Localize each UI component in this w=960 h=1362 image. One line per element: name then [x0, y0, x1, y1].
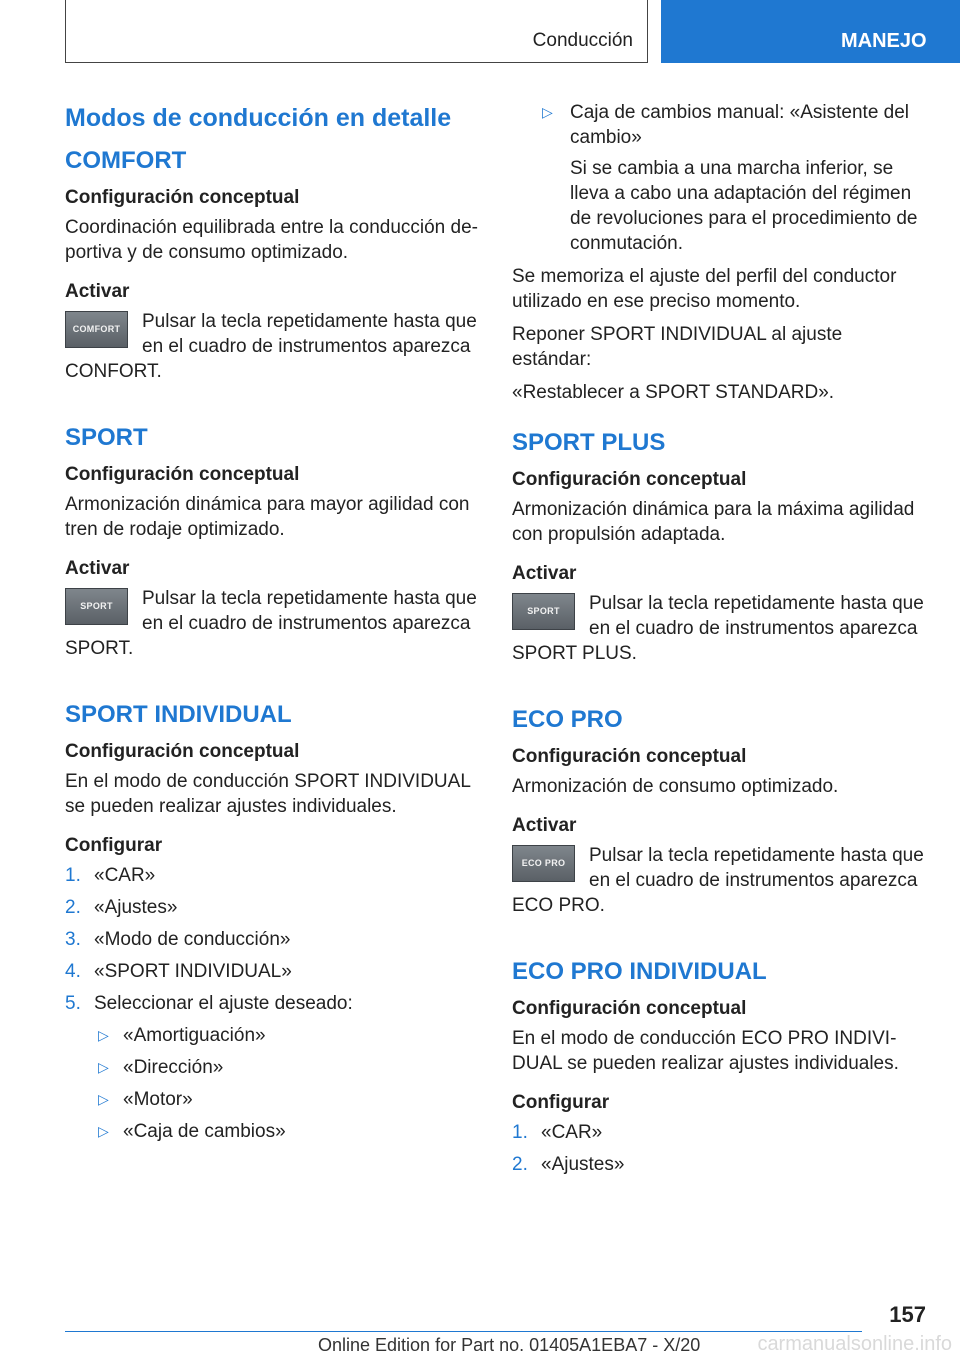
sport-individual-heading: SPORT INDIVIDUAL — [65, 701, 292, 728]
comfort-button-icon: COMFORT — [65, 311, 128, 348]
footer-edition: Online Edition for Part no. 01405A1EBA7 - X/20 — [318, 1335, 701, 1355]
eco-pro-individual-steps — [512, 1120, 926, 1177]
triangle-bullet-icon: ▷ — [98, 1059, 109, 1075]
eco-pro-individual-concept-text: En el modo de conducción ECO PRO INDIVIDUAL se pueden realizar ajustes individuales. — [512, 1028, 899, 1074]
eco-pro-activate-heading: Activar — [512, 815, 577, 836]
page-number: 157 — [889, 1302, 926, 1327]
eco-pro-button-icon: ECO PRO — [512, 845, 575, 882]
eco-pro-activate-block — [512, 843, 926, 918]
sport-plus-concept-heading: Configuración conceptual — [512, 469, 747, 490]
sport-plus-heading: SPORT PLUS — [512, 429, 666, 456]
left-column — [65, 100, 479, 1151]
sport-plus-button-icon: SPORT — [512, 593, 575, 630]
sport-plus-activate-heading: Activar — [512, 563, 577, 584]
list-item: 5. Seleccionar el ajuste deseado: ▷ «Amortiguación» ▷ «Dirección» ▷ «Motor» ▷ «Caja de cambios» — [65, 991, 479, 1144]
sport-plus-activate-block — [512, 591, 926, 666]
sport-individual-concept-heading: Configuración conceptual — [65, 741, 300, 762]
list-item: 1. «CAR» — [65, 865, 156, 886]
sport-button-icon: SPORT — [65, 588, 128, 625]
sub-list-item: ▷ «Caja de cambios» — [98, 1121, 286, 1142]
eco-pro-heading: ECO PRO — [512, 706, 623, 733]
reset-text: Reponer SPORT INDIVIDUAL al ajuste estándar: — [512, 324, 843, 370]
list-item: 3. «Modo de conducción» — [65, 929, 291, 950]
gearbox-item — [512, 100, 926, 256]
header-section-box — [65, 0, 648, 63]
reset-value: «Restablecer a SPORT STANDARD». — [512, 382, 835, 403]
comfort-activate-text: Pulsar la tecla repetidamente hasta que en el cuadro de instrumentos aparezca CONFORT. — [65, 311, 477, 382]
triangle-bullet-icon: ▷ — [98, 1123, 109, 1139]
comfort-heading: COMFORT — [65, 147, 187, 174]
sport-individual-steps — [65, 863, 479, 1144]
sport-individual-concept-text: En el modo de conducción SPORT INDIVIDUAL se pueden realizar ajustes individuales. — [65, 771, 471, 817]
header-chapter-tab: MANEJO — [661, 0, 960, 63]
eco-pro-concept-text: Armonización de consumo optimizado. — [512, 776, 839, 797]
eco-pro-individual-configure-heading: Configurar — [512, 1092, 610, 1113]
gearbox-item-text: Caja de cambios manual: «Asistente del cambio» — [570, 102, 910, 148]
comfort-concept-heading: Configuración conceptual — [65, 187, 300, 208]
triangle-bullet-icon: ▷ — [98, 1091, 109, 1107]
sport-individual-configure-heading: Configurar — [65, 835, 163, 856]
gearbox-detail-text: Si se cambia a una marcha inferior, se lleva a cabo una adaptación del régimen de revoluciones para el procedimiento de conmutación. — [570, 158, 918, 254]
footer-divider — [65, 1331, 862, 1332]
eco-pro-individual-concept-heading: Configuración conceptual — [512, 998, 747, 1019]
memo-text: Se memoriza el ajuste del perfil del conductor utilizado en ese preciso momento. — [512, 266, 897, 312]
sport-activate-heading: Activar — [65, 558, 130, 579]
sub-list-item: ▷ «Motor» — [98, 1089, 193, 1110]
sport-concept-text: Armonización dinámica para mayor agilidad con tren de rodaje optimizado. — [65, 494, 470, 540]
watermark: carmanualsonline.info — [757, 1333, 952, 1355]
sport-activate-block — [65, 586, 479, 661]
sport-concept-heading: Configuración conceptual — [65, 464, 300, 485]
sub-list-item: ▷ «Amortiguación» — [98, 1025, 266, 1046]
sub-list-item: ▷ «Dirección» — [98, 1057, 224, 1078]
list-item: 2. «Ajustes» — [65, 897, 178, 918]
eco-pro-activate-text: Pulsar la tecla repetidamente hasta que en el cuadro de instrumentos aparezca ECO PRO. — [512, 845, 924, 916]
header-section-title: Conducción — [532, 30, 633, 51]
eco-pro-individual-heading: ECO PRO INDIVIDUAL — [512, 958, 767, 985]
sport-activate-text: Pulsar la tecla repetidamente hasta que en el cuadro de instrumentos aparezca SPORT. — [65, 588, 477, 659]
page-title: Modos de conducción en detalle — [65, 104, 452, 132]
right-column — [512, 100, 926, 1184]
comfort-activate-block — [65, 309, 479, 384]
comfort-activate-heading: Activar — [65, 281, 130, 302]
list-item: 1. «CAR» — [512, 1122, 603, 1143]
sport-plus-concept-text: Armonización dinámica para la máxima agilidad con propulsión adaptada. — [512, 499, 915, 545]
sport-plus-activate-text: Pulsar la tecla repetidamente hasta que en el cuadro de instrumentos aparezca SPORT PLUS. — [512, 593, 924, 664]
triangle-bullet-icon: ▷ — [98, 1027, 109, 1043]
comfort-concept-text: Coordinación equilibrada entre la conducción deportiva y de consumo optimizado. — [65, 217, 478, 263]
sport-heading: SPORT — [65, 424, 148, 451]
triangle-bullet-icon: ▷ — [542, 104, 553, 120]
list-item: 4. «SPORT INDIVIDUAL» — [65, 961, 292, 982]
list-item: 2. «Ajustes» — [512, 1154, 625, 1175]
sub-list — [94, 1023, 479, 1144]
eco-pro-concept-heading: Configuración conceptual — [512, 746, 747, 767]
